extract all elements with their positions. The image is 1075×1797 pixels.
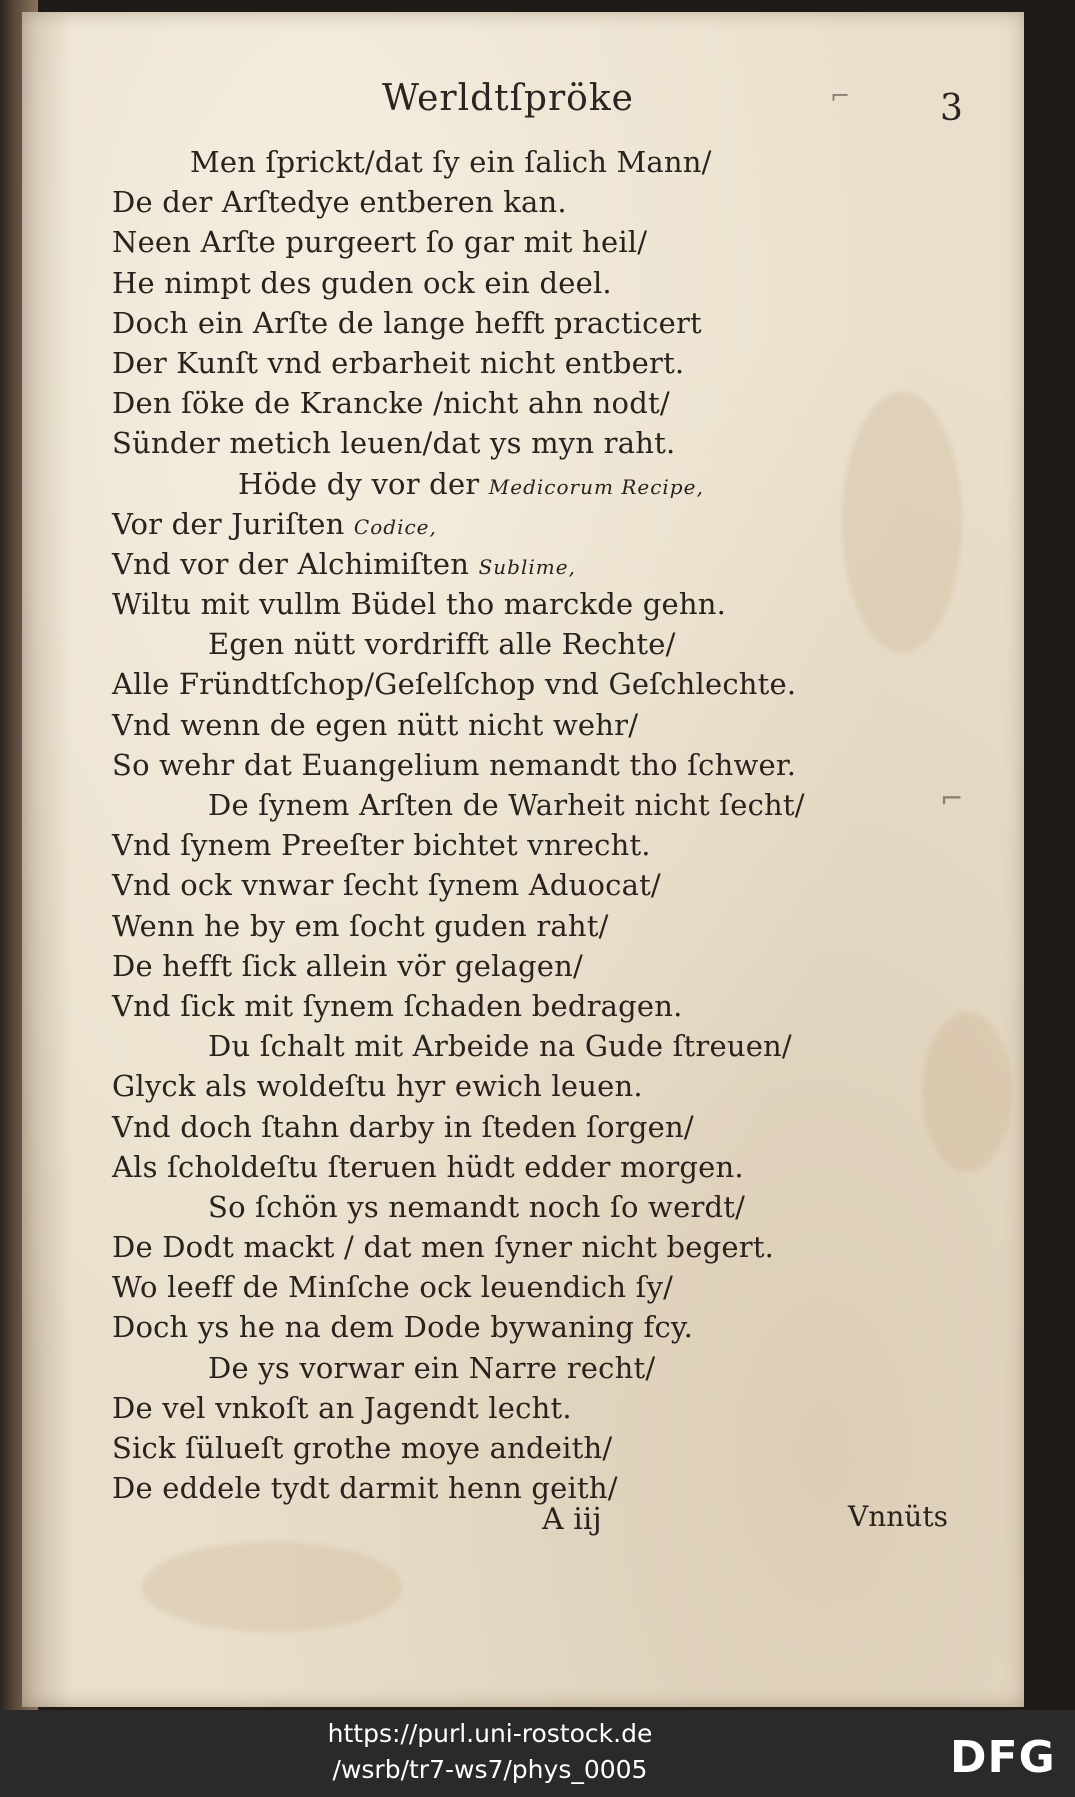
latin-term: Medicorum Recipe,: [488, 474, 704, 499]
dfg-logo: DFG: [950, 1732, 1056, 1783]
verse-line-text: De ſynem Arſten de Warheit nicht ſecht/: [208, 788, 805, 822]
verse-line: [112, 1267, 992, 1307]
verse-line-text: So ſchön ys nemandt noch ſo werdt/: [208, 1189, 746, 1224]
verse-line: [112, 303, 992, 343]
verse-line: [112, 1348, 992, 1388]
verse-line: [112, 705, 992, 745]
verse-line-text: Vnd vor der Alchimiſten: [112, 546, 470, 581]
verse-line-text: Sünder metich leuen/dat ys myn raht.: [112, 426, 676, 461]
verse-line: [112, 946, 992, 986]
verse-line: [112, 785, 992, 825]
verse-line-text: Als ſcholdeſtu ſteruen hüdt edder morgen.: [112, 1149, 744, 1184]
verse-line: [112, 383, 992, 423]
verse-line: [112, 624, 992, 664]
verse-line-text: De der Arſtedye entberen kan.: [112, 185, 567, 220]
verse-line: [112, 1187, 992, 1227]
verse-line: [112, 664, 992, 704]
verse-line: [112, 544, 992, 584]
verse-line-text: So wehr dat Euangelium nemandt tho ſchwer.: [112, 747, 797, 782]
verse-line-text: Vnd ſynem Preeſter bichtet vnrecht.: [112, 828, 651, 863]
verse-line: [112, 906, 992, 946]
verse-line-text: Wo leeff de Minſche ock leuendich ſy/: [112, 1270, 674, 1305]
verse-line: [112, 1066, 992, 1106]
verse-line-text: Wiltu mit vullm Büdel tho marckde gehn.: [112, 587, 727, 622]
verse-line: [112, 464, 992, 504]
page-stain: [142, 1542, 402, 1632]
verse-line: [112, 1147, 992, 1187]
verse-line: [112, 343, 992, 383]
latin-term: Codice,: [353, 514, 437, 539]
verse-line: [112, 182, 992, 222]
verse-line: [112, 1388, 992, 1428]
verse-line-text: Neen Arſte purgeert ſo gar mit heil/: [112, 225, 648, 260]
verse-line: [112, 865, 992, 905]
verse-line-text: De hefft ſick allein vör gelagen/: [112, 948, 584, 983]
verse-line-text: Höde dy vor der: [238, 466, 480, 501]
verse-line-text: Doch ein Arſte de lange hefft practicert: [112, 305, 702, 340]
verse-line-text: Men ſprickt/dat ſy ein ſalich Mann/: [190, 145, 712, 179]
book-page: [22, 12, 1024, 1707]
verse-line: [112, 1227, 992, 1267]
verse-line: [112, 222, 992, 262]
verse-line: [112, 825, 992, 865]
verse-line-text: Egen nütt vordrifft alle Rechte/: [208, 627, 676, 662]
verse-line: [112, 584, 992, 624]
verse-line: [112, 745, 992, 785]
verse-line: [112, 423, 992, 463]
permalink[interactable]: [300, 1716, 680, 1788]
verse-line-text: Doch ys he na dem Dode bywaning fcy.: [112, 1310, 694, 1345]
verse-line: [112, 504, 992, 544]
catchword: Vnnüts: [848, 1500, 948, 1533]
verse-line-text: Vnd doch ſtahn darby in ſteden ſorgen/: [112, 1109, 694, 1144]
permalink-line-1: https://purl.uni-rostock.de: [327, 1719, 653, 1748]
verse-line-text: Du ſchalt mit Arbeide na Gude ſtreuen/: [208, 1029, 792, 1064]
verse-line: [112, 263, 992, 303]
latin-term: Sublime,: [478, 554, 576, 579]
verse-text-block: [112, 142, 992, 1508]
verse-line-text: Wenn he by em ſocht guden raht/: [112, 908, 609, 943]
permalink-line-2: /wsrb/tr7-ws7/phys_0005: [332, 1755, 648, 1784]
verse-line-text: He nimpt des guden ock ein deel.: [112, 265, 612, 300]
verse-line-text: Vor der Juriſten: [112, 506, 345, 541]
pen-mark: ⌐: [940, 782, 964, 815]
verse-line-text: Sick ſülueſt grothe moye andeith/: [112, 1431, 613, 1465]
verse-line-text: Vnd ock vnwar ſecht ſynem Aduocat/: [112, 868, 661, 903]
verse-line-text: Den ſöke de Krancke /nicht ahn nodt/: [112, 386, 670, 421]
verse-line: [112, 1307, 992, 1347]
verse-line-text: Vnd ſick mit ſynem ſchaden bedragen.: [112, 988, 683, 1023]
verse-line-text: Der Kunſt vnd erbarheit nicht entbert.: [112, 345, 685, 380]
signature-mark: A iij: [542, 1502, 602, 1537]
verse-line: [112, 1428, 992, 1468]
running-head: Werldtſpröke: [382, 78, 634, 119]
pen-mark: ⌐: [830, 82, 851, 110]
verse-line-text: De ys vorwar ein Narre recht/: [208, 1350, 656, 1385]
verse-line-text: De Dodt mackt / dat men ſyner nicht begert.: [112, 1230, 775, 1265]
verse-line: [112, 142, 992, 182]
page-number: 3: [940, 88, 963, 129]
verse-line: [112, 1107, 992, 1147]
verse-line-text: Vnd wenn de egen nütt nicht wehr/: [112, 707, 639, 742]
verse-line-text: Glyck als woldeſtu hyr ewich leuen.: [112, 1069, 643, 1104]
verse-line: [112, 986, 992, 1026]
verse-line-text: De vel vnkoſt an Jagendt lecht.: [112, 1390, 572, 1425]
verse-line-text: Alle Fründtſchop/Geſelſchop vnd Geſchlechte.: [112, 667, 797, 702]
verse-line: [112, 1026, 992, 1066]
verse-line-text: De eddele tydt darmit henn geith/: [112, 1471, 618, 1506]
